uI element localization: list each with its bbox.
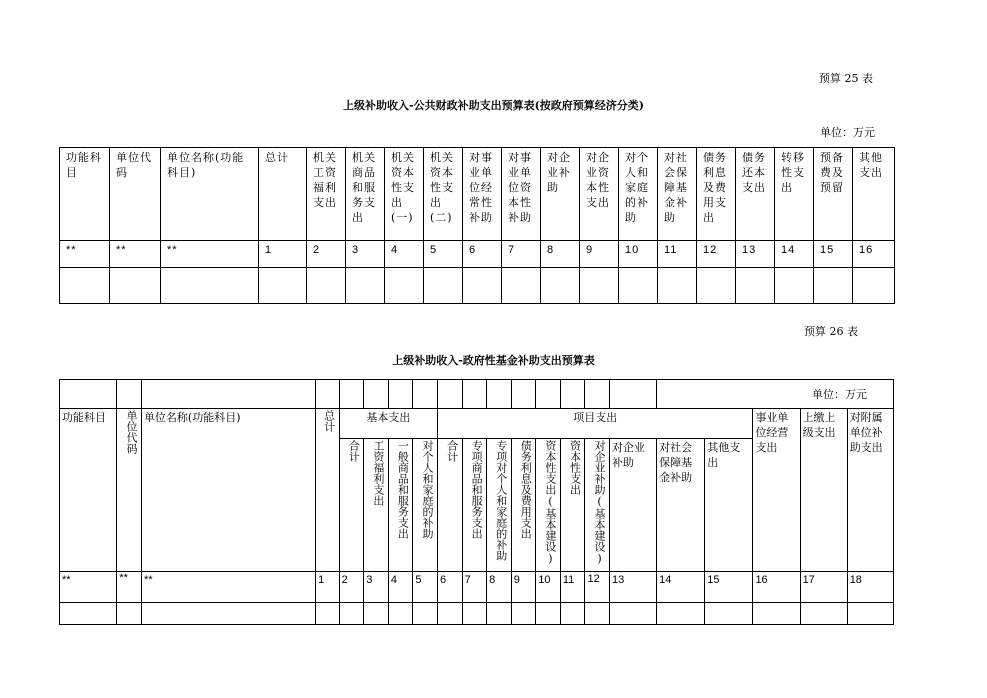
number-cell: 12	[585, 572, 610, 603]
number-cell: 1	[259, 241, 307, 268]
header-cell: 总计	[259, 148, 307, 241]
group-project-expenditure: 项目支出	[437, 409, 752, 439]
number-cell: 5	[424, 241, 463, 268]
blank-cell	[585, 380, 610, 409]
number-cell: 18	[847, 572, 893, 603]
header-cell: 转移性支出	[775, 148, 814, 241]
blank-cell	[388, 380, 413, 409]
empty-cell	[585, 603, 610, 625]
number-cell: **	[60, 572, 117, 603]
blank-cell	[487, 380, 512, 409]
blank-cell	[316, 380, 340, 409]
header-cell: 机关资本性支出(一)	[385, 148, 424, 241]
empty-cell	[814, 268, 853, 304]
header-proj-total: 合计	[437, 439, 462, 572]
blank-cell	[339, 380, 364, 409]
header-cell: 对个人和家庭的补助	[619, 148, 658, 241]
empty-cell	[847, 603, 893, 625]
empty-cell	[753, 603, 800, 625]
group-basic-expenditure: 基本支出	[339, 409, 437, 439]
unit-row	[60, 380, 894, 409]
blank-cell	[437, 380, 462, 409]
header-cell: 债务还本支出	[736, 148, 775, 241]
header-func: 功能科目	[60, 409, 117, 572]
empty-cell	[657, 603, 705, 625]
header-proj-capital: 资本性支出	[560, 439, 585, 572]
empty-cell	[560, 603, 585, 625]
header-basic-total: 合计	[339, 439, 364, 572]
number-cell: 3	[364, 572, 389, 603]
number-cell: 14	[657, 572, 705, 603]
empty-cell	[364, 603, 389, 625]
empty-row	[60, 603, 894, 625]
number-cell: 8	[541, 241, 580, 268]
number-cell: 15	[814, 241, 853, 268]
blank-cell	[60, 380, 117, 409]
empty-cell	[388, 603, 413, 625]
header-cell: 对企业补助	[541, 148, 580, 241]
number-cell: 9	[511, 572, 536, 603]
number-cell: **	[161, 241, 259, 268]
number-cell: **	[117, 572, 142, 603]
group-header-row	[60, 409, 894, 439]
empty-cell	[705, 603, 753, 625]
empty-cell	[141, 603, 315, 625]
number-cell: 11	[560, 572, 585, 603]
empty-cell	[658, 268, 697, 304]
number-row	[60, 572, 894, 603]
empty-cell	[60, 268, 110, 304]
header-cell: 功能科目	[60, 148, 110, 241]
empty-cell	[536, 603, 561, 625]
unit-label-26: 单位：万元	[657, 380, 894, 409]
budget-table-26	[59, 379, 894, 625]
header-cell: 对企业资本性支出	[580, 148, 619, 241]
budget-table-25	[59, 147, 895, 304]
empty-cell	[437, 603, 462, 625]
header-basic-wage: 工资福利支出	[364, 439, 389, 572]
empty-cell	[610, 603, 657, 625]
empty-cell	[580, 268, 619, 304]
number-cell: **	[60, 241, 110, 268]
empty-row	[60, 268, 895, 304]
header-cell: 预备费及预留	[814, 148, 853, 241]
empty-cell	[541, 268, 580, 304]
number-cell: 1	[316, 572, 340, 603]
header-cell: 其他支出	[853, 148, 895, 241]
empty-cell	[853, 268, 895, 304]
unit-label-25: 单位：万元	[820, 126, 875, 139]
header-cell: 债务利息及费用支出	[697, 148, 736, 241]
empty-cell	[110, 268, 161, 304]
number-cell: 16	[853, 241, 895, 268]
header-cell: 单位代码	[110, 148, 161, 241]
header-proj-social: 对社会保障基金补助	[657, 439, 705, 572]
empty-cell	[462, 603, 487, 625]
empty-cell	[385, 268, 424, 304]
empty-cell	[697, 268, 736, 304]
number-cell: 10	[536, 572, 561, 603]
header-row	[60, 148, 895, 241]
empty-cell	[463, 268, 502, 304]
empty-cell	[307, 268, 346, 304]
number-cell: 10	[619, 241, 658, 268]
header-proj-enterprise: 对企业补助	[610, 439, 657, 572]
empty-cell	[800, 603, 847, 625]
blank-cell	[610, 380, 657, 409]
header-cell: 机关资本性支出(二)	[424, 148, 463, 241]
number-cell: 8	[487, 572, 512, 603]
empty-cell	[259, 268, 307, 304]
table-code-26: 预算 26 表	[804, 325, 858, 338]
number-row	[60, 241, 895, 268]
blank-cell	[511, 380, 536, 409]
header-unit-code: 单位代码	[117, 409, 142, 572]
empty-cell	[487, 603, 512, 625]
header-proj-capital-basic: 资本性支出(基本建设)	[536, 439, 561, 572]
header-affiliate: 对附属单位补助支出	[847, 409, 893, 572]
number-cell: 4	[385, 241, 424, 268]
number-cell: 13	[610, 572, 657, 603]
header-cell: 单位名称(功能科目)	[161, 148, 259, 241]
blank-cell	[560, 380, 585, 409]
empty-cell	[316, 603, 340, 625]
empty-cell	[161, 268, 259, 304]
number-cell: 6	[463, 241, 502, 268]
header-proj-goods: 专项商品和服务支出	[462, 439, 487, 572]
table-title-26: 上级补助收入-政府性基金补助支出预算表	[392, 354, 595, 367]
empty-cell	[619, 268, 658, 304]
header-proj-other: 其他支出	[705, 439, 753, 572]
empty-cell	[511, 603, 536, 625]
header-cell: 机关商品和服务支出	[346, 148, 385, 241]
empty-cell	[736, 268, 775, 304]
empty-cell	[117, 603, 142, 625]
header-biz-operation: 事业单位经营支出	[753, 409, 800, 572]
header-cell: 机关工资福利支出	[307, 148, 346, 241]
empty-cell	[60, 603, 117, 625]
table-title-25: 上级补助收入-公共财政补助支出预算表(按政府预算经济分类)	[343, 99, 644, 112]
number-cell: 16	[753, 572, 800, 603]
number-cell: 5	[413, 572, 438, 603]
header-proj-debt: 债务利息及费用支出	[511, 439, 536, 572]
number-cell: 13	[736, 241, 775, 268]
header-proj-enterprise-basic: 对企业补助(基本建设)	[585, 439, 610, 572]
number-cell: 7	[462, 572, 487, 603]
blank-cell	[364, 380, 389, 409]
header-cell: 对事业单位经常性补助	[463, 148, 502, 241]
blank-cell	[141, 380, 315, 409]
table-code-25: 预算 25 表	[819, 72, 873, 85]
header-upper-pay: 上缴上级支出	[800, 409, 847, 572]
header-unit-name: 单位名称(功能科目)	[141, 409, 315, 572]
number-cell: 6	[437, 572, 462, 603]
number-cell: 15	[705, 572, 753, 603]
blank-cell	[536, 380, 561, 409]
empty-cell	[346, 268, 385, 304]
number-cell: 3	[346, 241, 385, 268]
empty-cell	[424, 268, 463, 304]
header-cell: 对事业单位资本性补助	[502, 148, 541, 241]
empty-cell	[413, 603, 438, 625]
blank-cell	[117, 380, 142, 409]
empty-cell	[339, 603, 364, 625]
header-proj-personal: 专项对个人和家庭的补助	[487, 439, 512, 572]
empty-cell	[775, 268, 814, 304]
number-cell: **	[110, 241, 161, 268]
number-cell: 4	[388, 572, 413, 603]
number-cell: 9	[580, 241, 619, 268]
number-cell: 7	[502, 241, 541, 268]
number-cell: 17	[800, 572, 847, 603]
header-cell: 对社会保障基金补助	[658, 148, 697, 241]
header-basic-personal: 对个人和家庭的补助	[413, 439, 438, 572]
blank-cell	[462, 380, 487, 409]
blank-cell	[413, 380, 438, 409]
header-total: 总计	[316, 409, 340, 572]
number-cell: 14	[775, 241, 814, 268]
number-cell: **	[141, 572, 315, 603]
empty-cell	[502, 268, 541, 304]
number-cell: 2	[339, 572, 364, 603]
number-cell: 11	[658, 241, 697, 268]
number-cell: 2	[307, 241, 346, 268]
number-cell: 12	[697, 241, 736, 268]
header-basic-goods: 一般商品和服务支出	[388, 439, 413, 572]
